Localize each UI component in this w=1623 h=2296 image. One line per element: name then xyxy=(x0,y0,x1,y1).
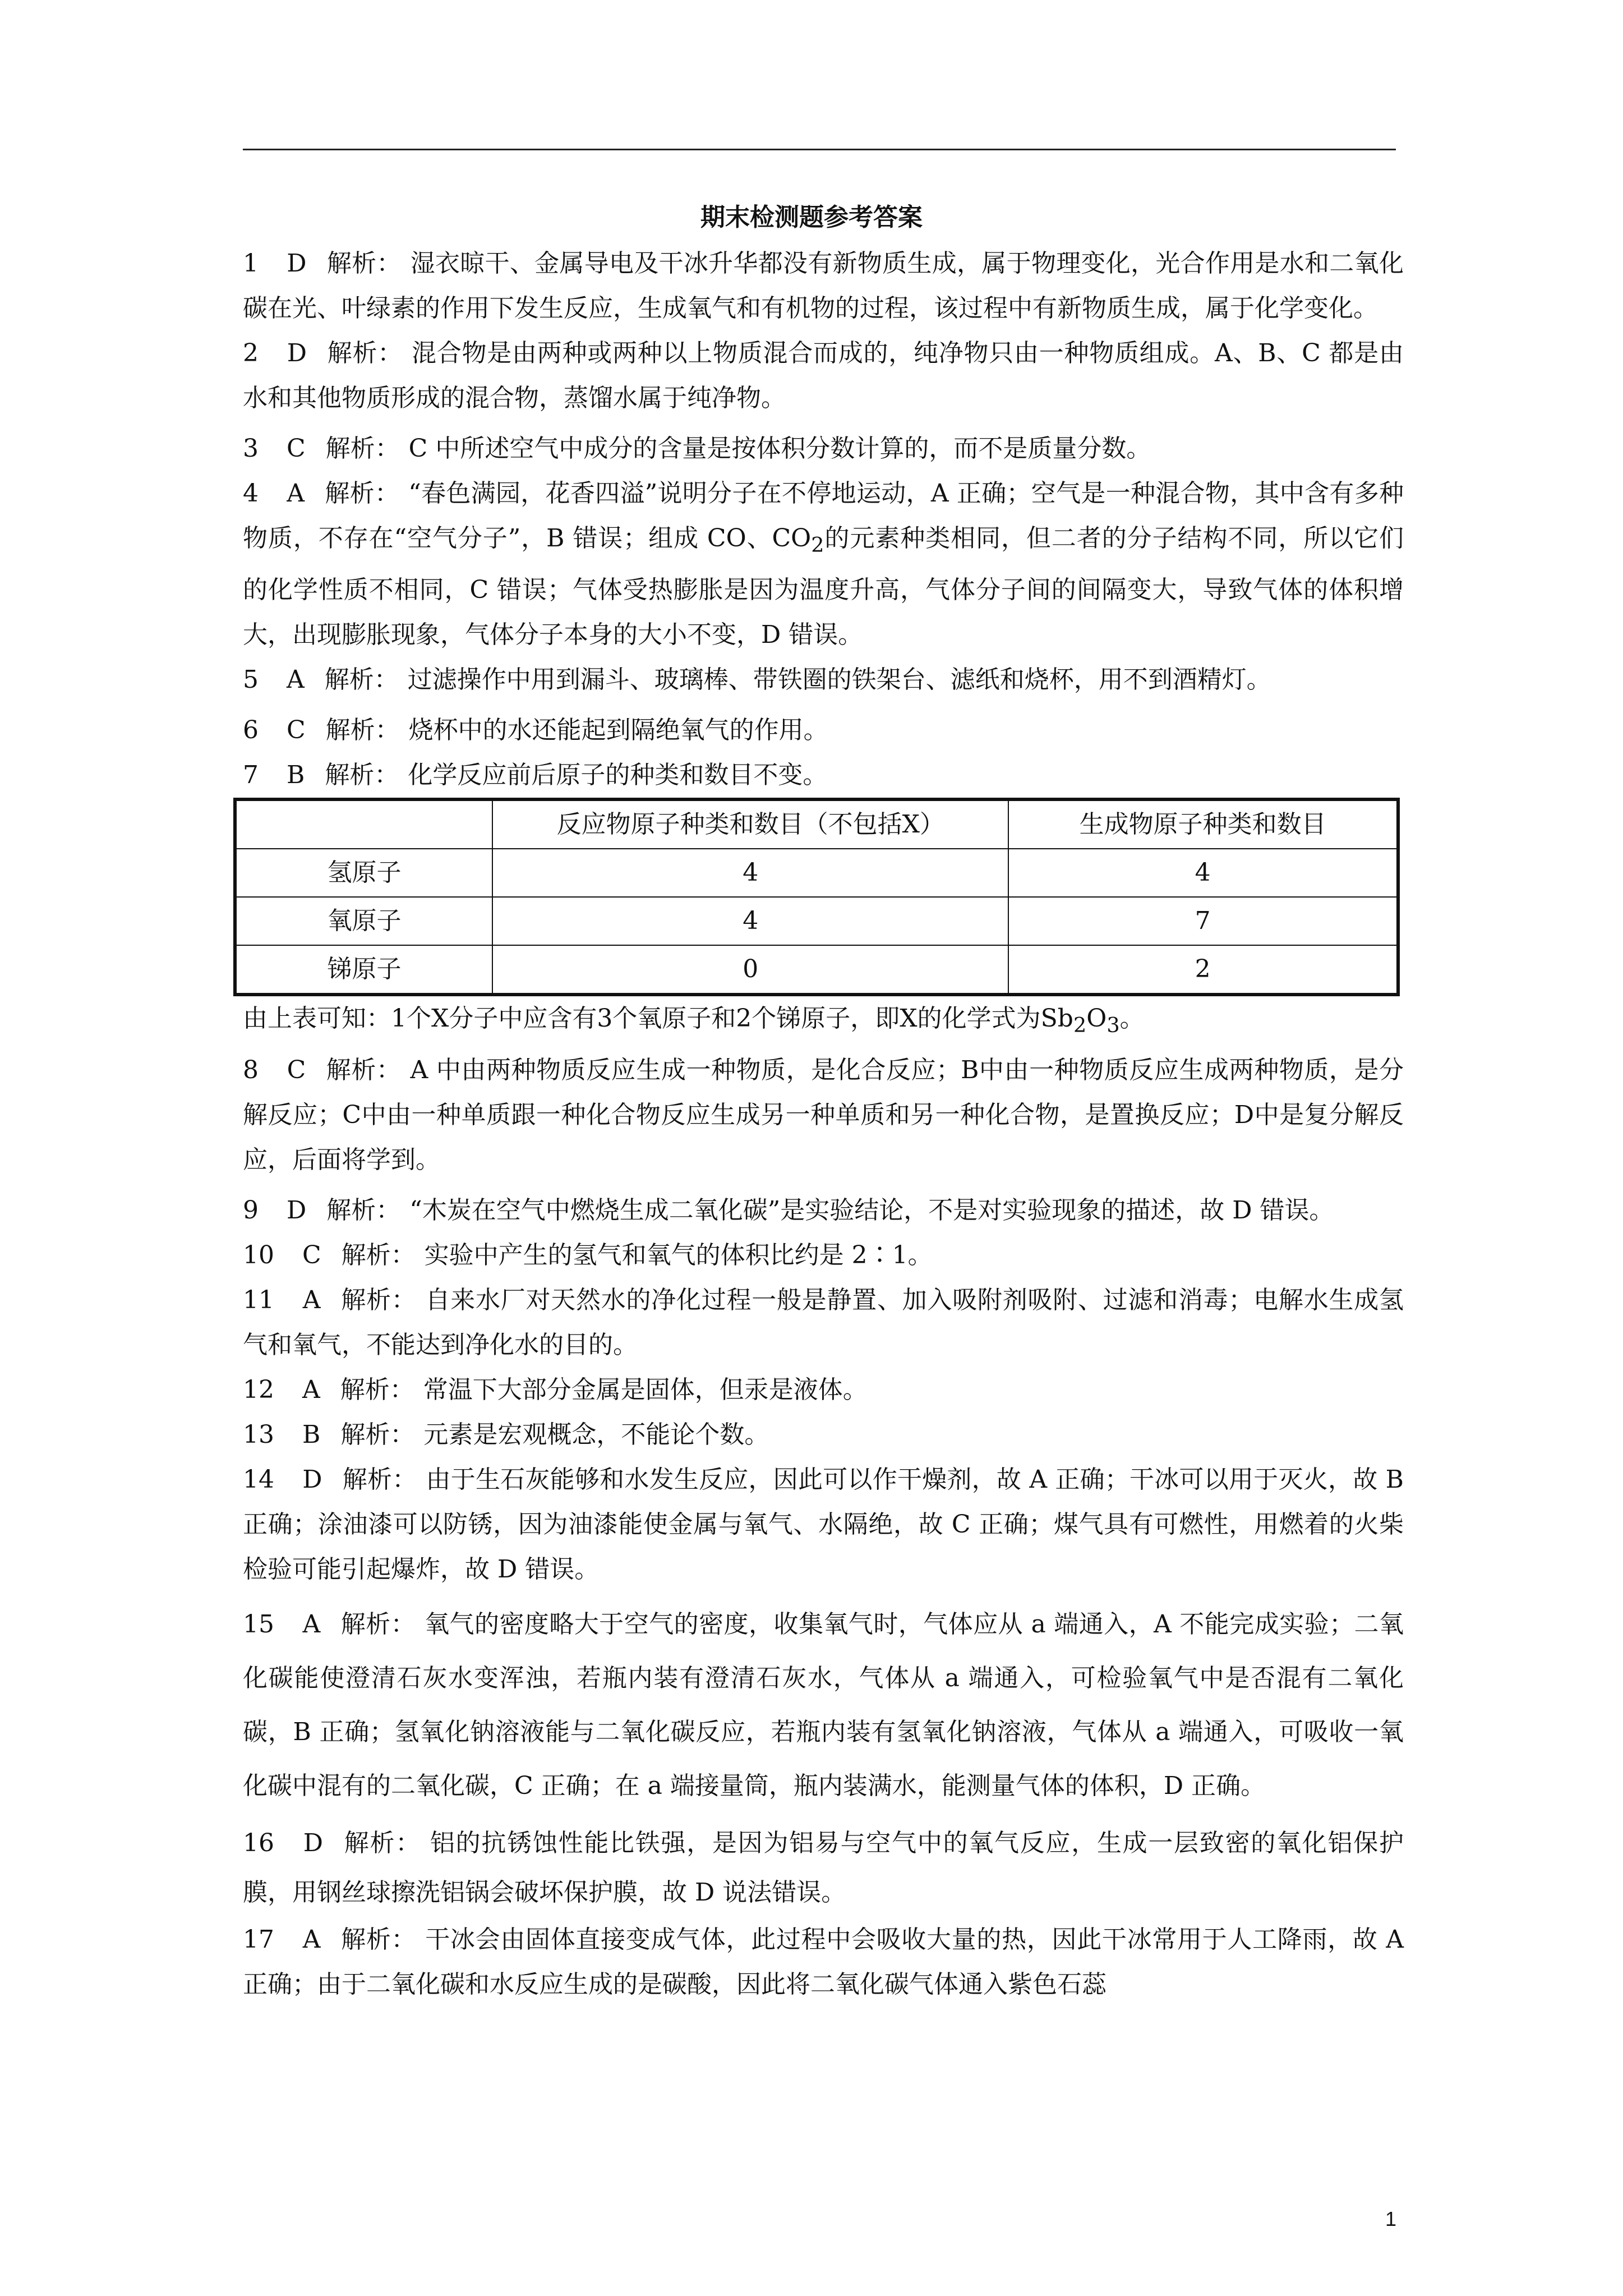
subscript: 2 xyxy=(1073,1013,1087,1037)
analysis-text: 干冰会由固体直接变成气体，此过程中会吸收大量的热，因此干冰常用于人工降雨，故 A 正确；由于二氧化碳和水反应生成的是碳酸，因此将二氧化碳气体通入紫色石蕊 xyxy=(243,1925,1404,1999)
answer-number: 16 xyxy=(243,1828,274,1857)
analysis-label: 解析： xyxy=(327,339,403,367)
analysis-text: A 中由两种物质反应生成一种物质，是化合反应；B中由一种物质反应生成两种物质，是分解反应；C中由一种单质跟一种化合物反应生成另一种单质和另一种化合物，是置换反应；D中是复分解反应，后面将学到。 xyxy=(243,1055,1404,1174)
analysis-label: 解析： xyxy=(340,1285,417,1314)
analysis-text: 氧气的密度略大于空气的密度，收集氧气时，气体应从 a 端通入，A 不能完成实验；二氧化碳能使澄清石灰水变浑浊，若瓶内装有澄清石灰水，气体从 a 端通入，可检验氧气中是否混有二氧化碳，B 正确；氢氧化钠溶液能与二氧化碳反应，若瓶内装有氢氧化钠溶液，气体从 a 端通入，可吸收一氧化碳中混有的二氧化碳，C 正确；在 a 端接量筒，瓶内装满水，能测量气体的体积，D 正确。 xyxy=(243,1609,1404,1800)
answer-letter: A xyxy=(287,479,305,508)
analysis-text: “春色满园，花香四溢”说明分子在不停地运动，A 正确；空气是一种混合物，其中含有多种物质，不存在“空气分子”，B 错误；组成 CO、CO xyxy=(243,479,1404,553)
analysis-label: 解析： xyxy=(325,715,400,744)
page-number: 1 xyxy=(1385,2207,1396,2230)
answer-15 xyxy=(243,1598,1404,1813)
analysis-text: 过滤操作中用到漏斗、玻璃棒、带铁圈的铁架台、滤纸和烧杯，用不到酒精灯。 xyxy=(407,665,1271,694)
analysis-label: 解析： xyxy=(324,665,399,694)
analysis-text: 湿衣晾干、金属导电及干冰升华都没有新物质生成，属于物理变化，光合作用是水和二氧化碳在光、叶绿素的作用下发生反应，生成氧气和有机物的过程，该过程中有新物质生成，属于化学变化。 xyxy=(243,249,1404,323)
answer-letter: C xyxy=(287,715,306,744)
table-header-row xyxy=(235,799,1398,849)
analysis-text-cont: 的元素种类相同，但二者的分子结构不同，所以它们的化学性质不相同，C 错误；气体受热膨胀是因为温度升高，气体分子间的间隔变大，导致气体的体积增大，出现膨胀现象，气体分子本身的大小不变，D 错误。 xyxy=(243,524,1404,649)
answer-number: 9 xyxy=(243,1195,259,1225)
answer-16 xyxy=(243,1819,1404,1917)
analysis-text: 元素是宏观概念，不能论个数。 xyxy=(423,1420,769,1449)
answer-number: 12 xyxy=(243,1375,274,1404)
analysis-text: 常温下大部分金属是固体，但汞是液体。 xyxy=(423,1375,868,1404)
table-cell: 7 xyxy=(1008,897,1398,945)
analysis-text: “木炭在空气中燃烧生成二氧化碳”是实验结论，不是对实验现象的描述，故 D 错误。 xyxy=(409,1195,1334,1225)
answer-number: 17 xyxy=(243,1925,274,1954)
analysis-label: 解析： xyxy=(343,1828,421,1857)
answer-letter: D xyxy=(287,1195,307,1225)
answer-number: 7 xyxy=(243,760,259,789)
answer-number: 4 xyxy=(243,479,259,508)
table-row xyxy=(235,945,1398,995)
answer-number: 8 xyxy=(243,1055,259,1084)
analysis-label: 解析： xyxy=(341,1240,416,1269)
answer-5 xyxy=(243,657,1404,702)
answer-letter: D xyxy=(303,1828,323,1857)
table-header-cell xyxy=(235,799,492,849)
answer-11 xyxy=(243,1278,1404,1368)
table-row xyxy=(235,849,1398,897)
answer-letter: A xyxy=(302,1375,320,1404)
answer-14 xyxy=(243,1457,1404,1592)
answer-10 xyxy=(243,1233,1404,1278)
answer-1 xyxy=(243,241,1404,331)
analysis-label: 解析： xyxy=(340,1420,415,1449)
table-cell: 4 xyxy=(492,897,1008,945)
table-cell: 0 xyxy=(492,945,1008,995)
page-title: 期末检测题参考答案 xyxy=(700,203,923,232)
answer-letter: D xyxy=(287,249,307,278)
answer-number: 10 xyxy=(243,1240,274,1269)
answer-letter: D xyxy=(302,1465,322,1494)
table-header-cell: 生成物原子种类和数目 xyxy=(1008,799,1398,849)
subscript: 2 xyxy=(811,532,824,557)
conclusion-end: 。 xyxy=(1119,1004,1145,1033)
analysis-label: 解析： xyxy=(325,479,400,508)
answer-6 xyxy=(243,708,1404,753)
atom-count-table xyxy=(233,798,1400,996)
table-cell: 2 xyxy=(1008,945,1398,995)
answer-12 xyxy=(243,1368,1404,1412)
answer-number: 5 xyxy=(243,665,259,694)
table-header-cell: 反应物原子种类和数目（不包括X） xyxy=(492,799,1008,849)
analysis-label: 解析： xyxy=(326,249,402,278)
table-row xyxy=(235,897,1398,945)
answer-number: 15 xyxy=(243,1609,274,1639)
analysis-label: 解析： xyxy=(342,1465,417,1494)
answer-number: 3 xyxy=(243,434,259,463)
analysis-text: 实验中产生的氢气和氧气的体积比约是 2∶1。 xyxy=(424,1240,933,1269)
analysis-text: 铝的抗锈蚀性能比铁强，是因为铝易与空气中的氧气反应，生成一层致密的氧化铝保护膜，用钢丝球擦洗铝锅会破坏保护膜，故 D 说法错误。 xyxy=(243,1828,1404,1907)
formula-part: O xyxy=(1086,1004,1107,1033)
header-rule xyxy=(243,149,1396,150)
answer-number: 13 xyxy=(243,1420,274,1449)
answer-9 xyxy=(243,1188,1404,1233)
analysis-label: 解析： xyxy=(326,1195,401,1225)
table-cell: 4 xyxy=(1008,849,1398,897)
answer-number: 14 xyxy=(243,1465,274,1494)
table-cell: 锑原子 xyxy=(235,945,492,995)
table-cell: 氧原子 xyxy=(235,897,492,945)
analysis-text: 化学反应前后原子的种类和数目不变。 xyxy=(408,760,828,789)
answer-letter: A xyxy=(302,1285,321,1314)
answer-letter: C xyxy=(287,1055,306,1084)
analysis-label: 解析： xyxy=(340,1609,416,1639)
analysis-label: 解析： xyxy=(326,1055,402,1084)
subscript: 3 xyxy=(1106,1013,1120,1037)
conclusion-text: 由上表可知：1个X分子中应含有3个氧原子和2个锑原子，即X的化学式为Sb xyxy=(243,1004,1073,1033)
analysis-label: 解析： xyxy=(340,1925,417,1954)
table-cell: 4 xyxy=(492,849,1008,897)
answer-4 xyxy=(243,471,1404,657)
answer-8 xyxy=(243,1048,1404,1182)
answer-number: 2 xyxy=(243,339,259,367)
answer-13 xyxy=(243,1412,1404,1457)
answer-number: 1 xyxy=(243,249,259,278)
answer-letter: B xyxy=(302,1420,321,1449)
analysis-text: C 中所述空气中成分的含量是按体积分数计算的，而不是质量分数。 xyxy=(408,434,1151,463)
answer-7 xyxy=(243,753,1404,798)
answer-2 xyxy=(243,331,1404,421)
answer-letter: A xyxy=(302,1609,321,1639)
answer-letter: A xyxy=(287,665,305,694)
answer-number: 11 xyxy=(243,1285,274,1314)
answer-letter: B xyxy=(287,760,305,789)
analysis-text: 混合物是由两种或两种以上物质混合而成的，纯净物只由一种物质组成。A、B、C 都是由水和其他物质形成的混合物，蒸馏水属于纯净物。 xyxy=(243,339,1404,412)
answer-letter: C xyxy=(302,1240,321,1269)
answer-letter: C xyxy=(287,434,306,463)
analysis-text: 烧杯中的水还能起到隔绝氧气的作用。 xyxy=(408,715,828,744)
analysis-text: 自来水厂对天然水的净化过程一般是静置、加入吸附剂吸附、过滤和消毒；电解水生成氢气和氧气，不能达到净化水的目的。 xyxy=(243,1285,1404,1359)
answer-17 xyxy=(243,1917,1404,2007)
answer-letter: A xyxy=(302,1925,321,1954)
table-conclusion xyxy=(243,996,1404,1048)
answer-letter: D xyxy=(287,339,307,367)
answer-list xyxy=(243,241,1404,2007)
analysis-label: 解析： xyxy=(325,760,399,789)
table-cell: 氢原子 xyxy=(235,849,492,897)
analysis-text: 由于生石灰能够和水发生反应，因此可以作干燥剂，故 A 正确；干冰可以用于灭火，故 B 正确；涂油漆可以防锈，因为油漆能使金属与氧气、水隔绝，故 C 正确；煤气具有可燃性，用燃着的火柴检验可能引起爆炸，故 D 错误。 xyxy=(243,1465,1404,1584)
analysis-label: 解析： xyxy=(325,434,400,463)
answer-3 xyxy=(243,426,1404,471)
answer-number: 6 xyxy=(243,715,259,744)
analysis-label: 解析： xyxy=(340,1375,414,1404)
